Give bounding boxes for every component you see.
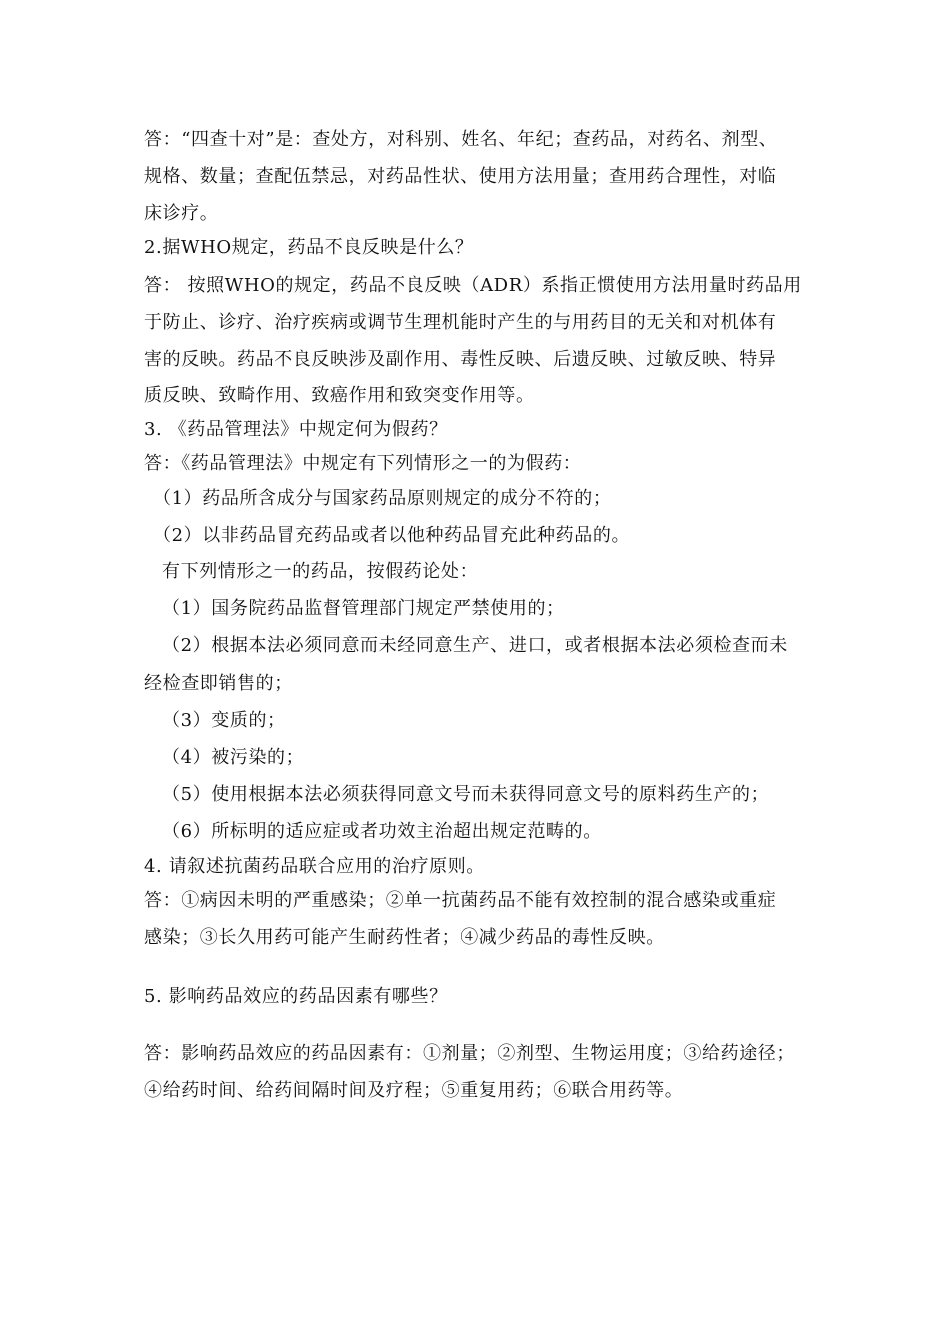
answer-3-sub-item-2-cont: 经检查即销售的； bbox=[144, 673, 293, 694]
answer-3-sub-item-5: （5）使用根据本法必须获得同意文号而未获得同意文号的原料药生产的； bbox=[162, 784, 770, 805]
answer-3-sub-item-4: （4）被污染的； bbox=[162, 747, 305, 768]
answer-3-item-2: （2）以非药品冒充药品或者以他种药品冒充此种药品的。 bbox=[153, 525, 631, 546]
answer-4-line-1: 答：①病因未明的严重感染；②单一抗菌药品不能有效控制的混合感染或重症 bbox=[144, 890, 777, 911]
question-3: 3. 《药品管理法》中规定何为假药？ bbox=[144, 419, 448, 440]
answer-2-line-4: 质反映、致畸作用、致癌作用和致突变作用等。 bbox=[144, 385, 535, 406]
answer-3-item-1: （1）药品所含成分与国家药品原则规定的成分不符的； bbox=[153, 488, 612, 509]
answer-3-sub-item-6: （6）所标明的适应症或者功效主治超出规定范畴的。 bbox=[162, 821, 602, 842]
answer-1-line-1: 答：“四查十对”是：查处方，对科别、姓名、年纪；查药品，对药名、剂型、 bbox=[144, 129, 778, 150]
answer-2-line-2: 于防止、诊疗、治疗疾病或调节生理机能时产生的与用药目的无关和对机体有 bbox=[144, 312, 777, 333]
answer-3-subheading: 有下列情形之一的药品，按假药论处： bbox=[162, 561, 479, 582]
answer-4-line-2: 感染；③长久用药可能产生耐药性者；④减少药品的毒性反映。 bbox=[144, 927, 665, 948]
question-2: 2.据WHO规定，药品不良反映是什么？ bbox=[144, 237, 474, 258]
answer-3-sub-item-1: （1）国务院药品监督管理部门规定严禁使用的； bbox=[162, 598, 565, 619]
answer-3-sub-item-2: （2）根据本法必须同意而未经同意生产、进口，或者根据本法必须检查而未 bbox=[162, 635, 788, 656]
answer-1-line-3: 床诊疗。 bbox=[144, 203, 219, 224]
answer-5-line-2: ④给药时间、给药间隔时间及疗程；⑤重复用药；⑥联合用药等。 bbox=[144, 1080, 684, 1101]
answer-5-line-1: 答：影响药品效应的药品因素有：①剂量；②剂型、生物运用度；③给药途径； bbox=[144, 1043, 795, 1064]
answer-1-line-2: 规格、数量；查配伍禁忌，对药品性状、使用方法用量；查用药合理性，对临 bbox=[144, 166, 777, 187]
question-4: 4. 请叙述抗菌药品联合应用的治疗原则。 bbox=[144, 856, 485, 877]
question-5: 5. 影响药品效应的药品因素有哪些？ bbox=[144, 986, 448, 1007]
answer-2-line-3: 害的反映。药品不良反映涉及副作用、毒性反映、后遗反映、过敏反映、特异 bbox=[144, 349, 777, 370]
answer-2-line-1: 答： 按照WHO的规定，药品不良反映（ADR）系指正惯使用方法用量时药品用 bbox=[144, 275, 802, 296]
answer-3-sub-item-3: （3）变质的； bbox=[162, 710, 286, 731]
answer-3-intro: 答：《药品管理法》中规定有下列情形之一的为假药： bbox=[144, 453, 582, 474]
